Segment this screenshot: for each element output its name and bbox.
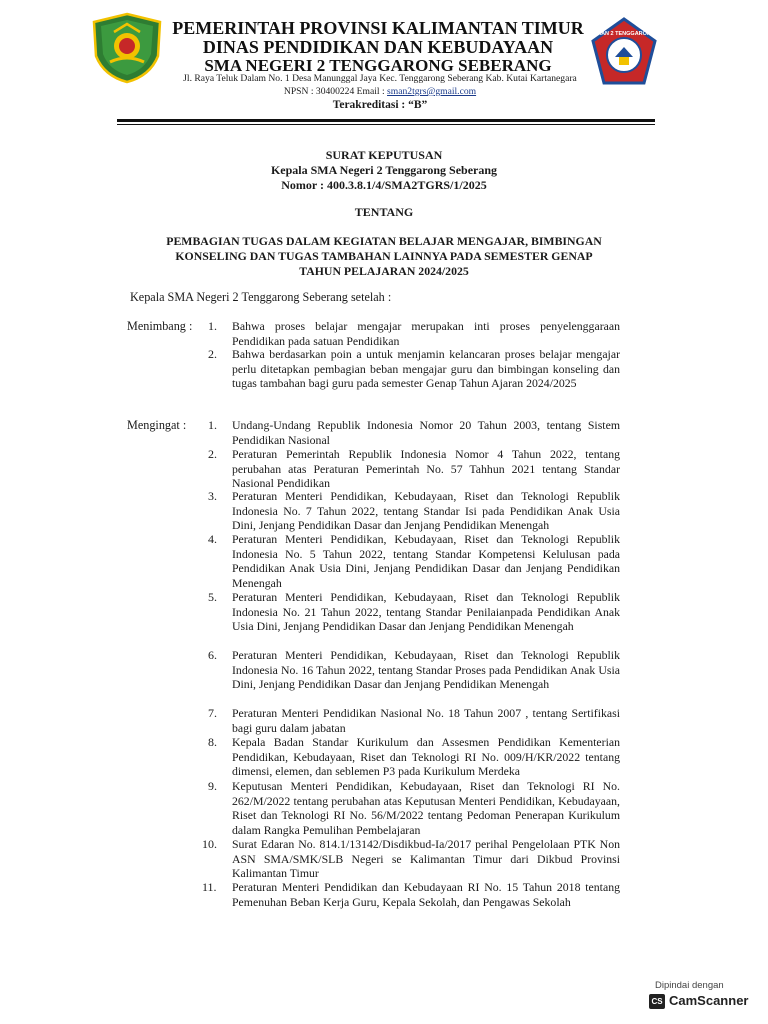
list-item-text: Undang-Undang Republik Indonesia Nomor 20 Tahun 2003, tentang Sistem Pendidikan Nasional	[232, 418, 620, 447]
list-item-number: 1.	[208, 418, 217, 432]
document-number: Nomor : 400.3.8.1/4/SMA2TGRS/1/2025	[281, 178, 487, 192]
list-item-text: Surat Edaran No. 814.1/13142/Disdikbud-Ia/2017 perihal Pengelolaan PTK Non ASN SMA/SMK/SLB Negeri se Kalimantan Timur dari Dikbud Provinsi Kalimantan Timur	[232, 837, 620, 881]
subject-line-2: KONSELING DAN TUGAS TAMBAHAN LAINNYA PADA SEMESTER GENAP	[175, 249, 593, 263]
list-item-number: 2.	[208, 447, 217, 461]
npsn-text: NPSN : 30400224 Email :	[283, 86, 388, 97]
list-item-text: Peraturan Menteri Pendidikan, Kebudayaan, Riset dan Teknologi Republik Indonesia No. 16 Tahun 2022, tentang Standar Proses pada Pendidikan Anak Usia Dini, Jenjang Pendidikan Dasar dan Jenjang Pendidikan Menengah	[232, 648, 620, 692]
document-type: SURAT KEPUTUSAN	[325, 148, 443, 162]
list-item-number: 9.	[208, 779, 217, 793]
about-heading: TENTANG	[354, 205, 414, 219]
document-issuer: Kepala SMA Negeri 2 Tenggarong Seberang	[270, 163, 498, 177]
subject-line-3: TAHUN PELAJARAN 2024/2025	[299, 264, 469, 278]
list-item-number: 3.	[208, 489, 217, 503]
letterhead-npsn	[150, 86, 610, 97]
letterhead-province: PEMERINTAH PROVINSI KALIMANTAN TIMUR	[172, 18, 584, 38]
email-link[interactable]: sman2tgrs@gmail.com	[387, 86, 477, 97]
header-divider-thin	[117, 124, 655, 125]
list-item-text: Peraturan Menteri Pendidikan, Kebudayaan, Riset dan Teknologi Republik Indonesia No. 7 Tahun 2022, tentang Standar Isi pada Pendidikan Anak Usia Dini, Jenjang Pendidikan Dasar dan Jenjang Pendidikan Menengah	[232, 489, 620, 533]
list-item-number: 6.	[208, 648, 217, 662]
list-item-text: Peraturan Menteri Pendidikan, Kebudayaan, Riset dan Teknologi Republik Indonesia No. 21 Tahun 2022, tentang Standar Penilaianpada Pendidikan Anak Usia Dini, Jenjang Pendidikan Dasar dan Jenjang Pendidikan Menengah	[232, 590, 620, 634]
camscanner-logo-icon: CS	[649, 994, 665, 1009]
camscanner-caption: Dipindai dengan	[655, 980, 724, 991]
list-item-text: Bahwa proses belajar mengajar merupakan inti proses penyelenggaraan Pendidikan pada satuan Pendidikan	[232, 319, 620, 348]
list-item-number: 4.	[208, 532, 217, 546]
intro-text: Kepala SMA Negeri 2 Tenggarong Seberang setelah :	[130, 290, 392, 304]
list-item-number: 8.	[208, 735, 217, 749]
camscanner-badge	[645, 980, 757, 1012]
accreditation: Terakreditasi : “B”	[332, 99, 428, 111]
list-item-text: Bahwa berdasarkan poin a untuk menjamin kelancaran proses belajar mengajar perlu ditetapkan pembagian beban mengajar guru dan bimbingan konseling dan tugas tambahan bagi guru pada semester Genap Tahun Ajaran 2024/2025	[232, 347, 620, 391]
list-item-text: Peraturan Pemerintah Republik Indonesia Nomor 4 Tahun 2022, tentang perubahan atas Peraturan Pemerintah No. 57 Tahhun 2021 tentang Standar Nasional Pendidikan	[232, 447, 620, 491]
camscanner-brand: CamScanner	[669, 993, 749, 1008]
letterhead-school: SMA NEGERI 2 TENGGARONG SEBERANG	[204, 56, 552, 75]
subject-line-1: PEMBAGIAN TUGAS DALAM KEGIATAN BELAJAR MENGAJAR, BIMBINGAN	[166, 234, 602, 248]
header-divider-thick	[117, 119, 655, 122]
list-item-number: 11.	[202, 880, 217, 894]
list-item-text: Peraturan Menteri Pendidikan, Kebudayaan, Riset dan Teknologi Republik Indonesia No. 5 Tahun 2022, tentang Standar Kompetensi Kelulusan pada Pendidikan Anak Usia Dini, Jenjang Pendidikan Dasar dan Jenjang Pendidikan Menengah	[232, 532, 620, 590]
list-item-number: 5.	[208, 590, 217, 604]
list-item-text: Peraturan Menteri Pendidikan dan Kebudayaan RI No. 15 Tahun 2018 tentang Pemenuhan Beban Kerja Guru, Kepala Sekolah, dan Pengawas Sekolah	[232, 880, 620, 909]
list-item-text: Kepala Badan Standar Kurikulum dan Assesmen Pendidikan Kementerian Pendidikan, Kebudayaan, Riset dan Teknologi RI No. 009/H/KR/2022 tentang dimensi, elemen, dan seblemen P3 pada Kurikulum Merdeka	[232, 735, 620, 779]
school-emblem-text: SMAN 2 TENGGARONG	[592, 31, 656, 37]
list-item-number: 10.	[202, 837, 217, 851]
menimbang-label: Menimbang :	[127, 319, 193, 333]
list-item-text: Peraturan Menteri Pendidikan Nasional No. 18 Tahun 2007 , tentang Sertifikasi bagi guru dalam jabatan	[232, 706, 620, 735]
list-item-number: 7.	[208, 706, 217, 720]
list-item-number: 2.	[208, 347, 217, 361]
mengingat-label: Mengingat :	[127, 418, 187, 432]
letterhead-address: Jl. Raya Teluk Dalam No. 1 Desa Manunggal Jaya Kec. Tenggarong Seberang Kab. Kutai Kartanegara	[183, 73, 577, 84]
list-item-number: 1.	[208, 319, 217, 333]
letterhead-department: DINAS PENDIDIKAN DAN KEBUDAYAAN	[202, 37, 554, 57]
list-item-text: Keputusan Menteri Pendidikan, Kebudayaan, Riset dan Teknologi RI No. 262/M/2022 tentang perubahan atas Keputusan Menteri Pendidikan, Kebudayaan, Riset dan Teknologi RI No. 56/M/2022 tentang Pedoman Penerapan Kurikulum dalam Rangka Pemulihan Pembelajaran	[232, 779, 620, 837]
